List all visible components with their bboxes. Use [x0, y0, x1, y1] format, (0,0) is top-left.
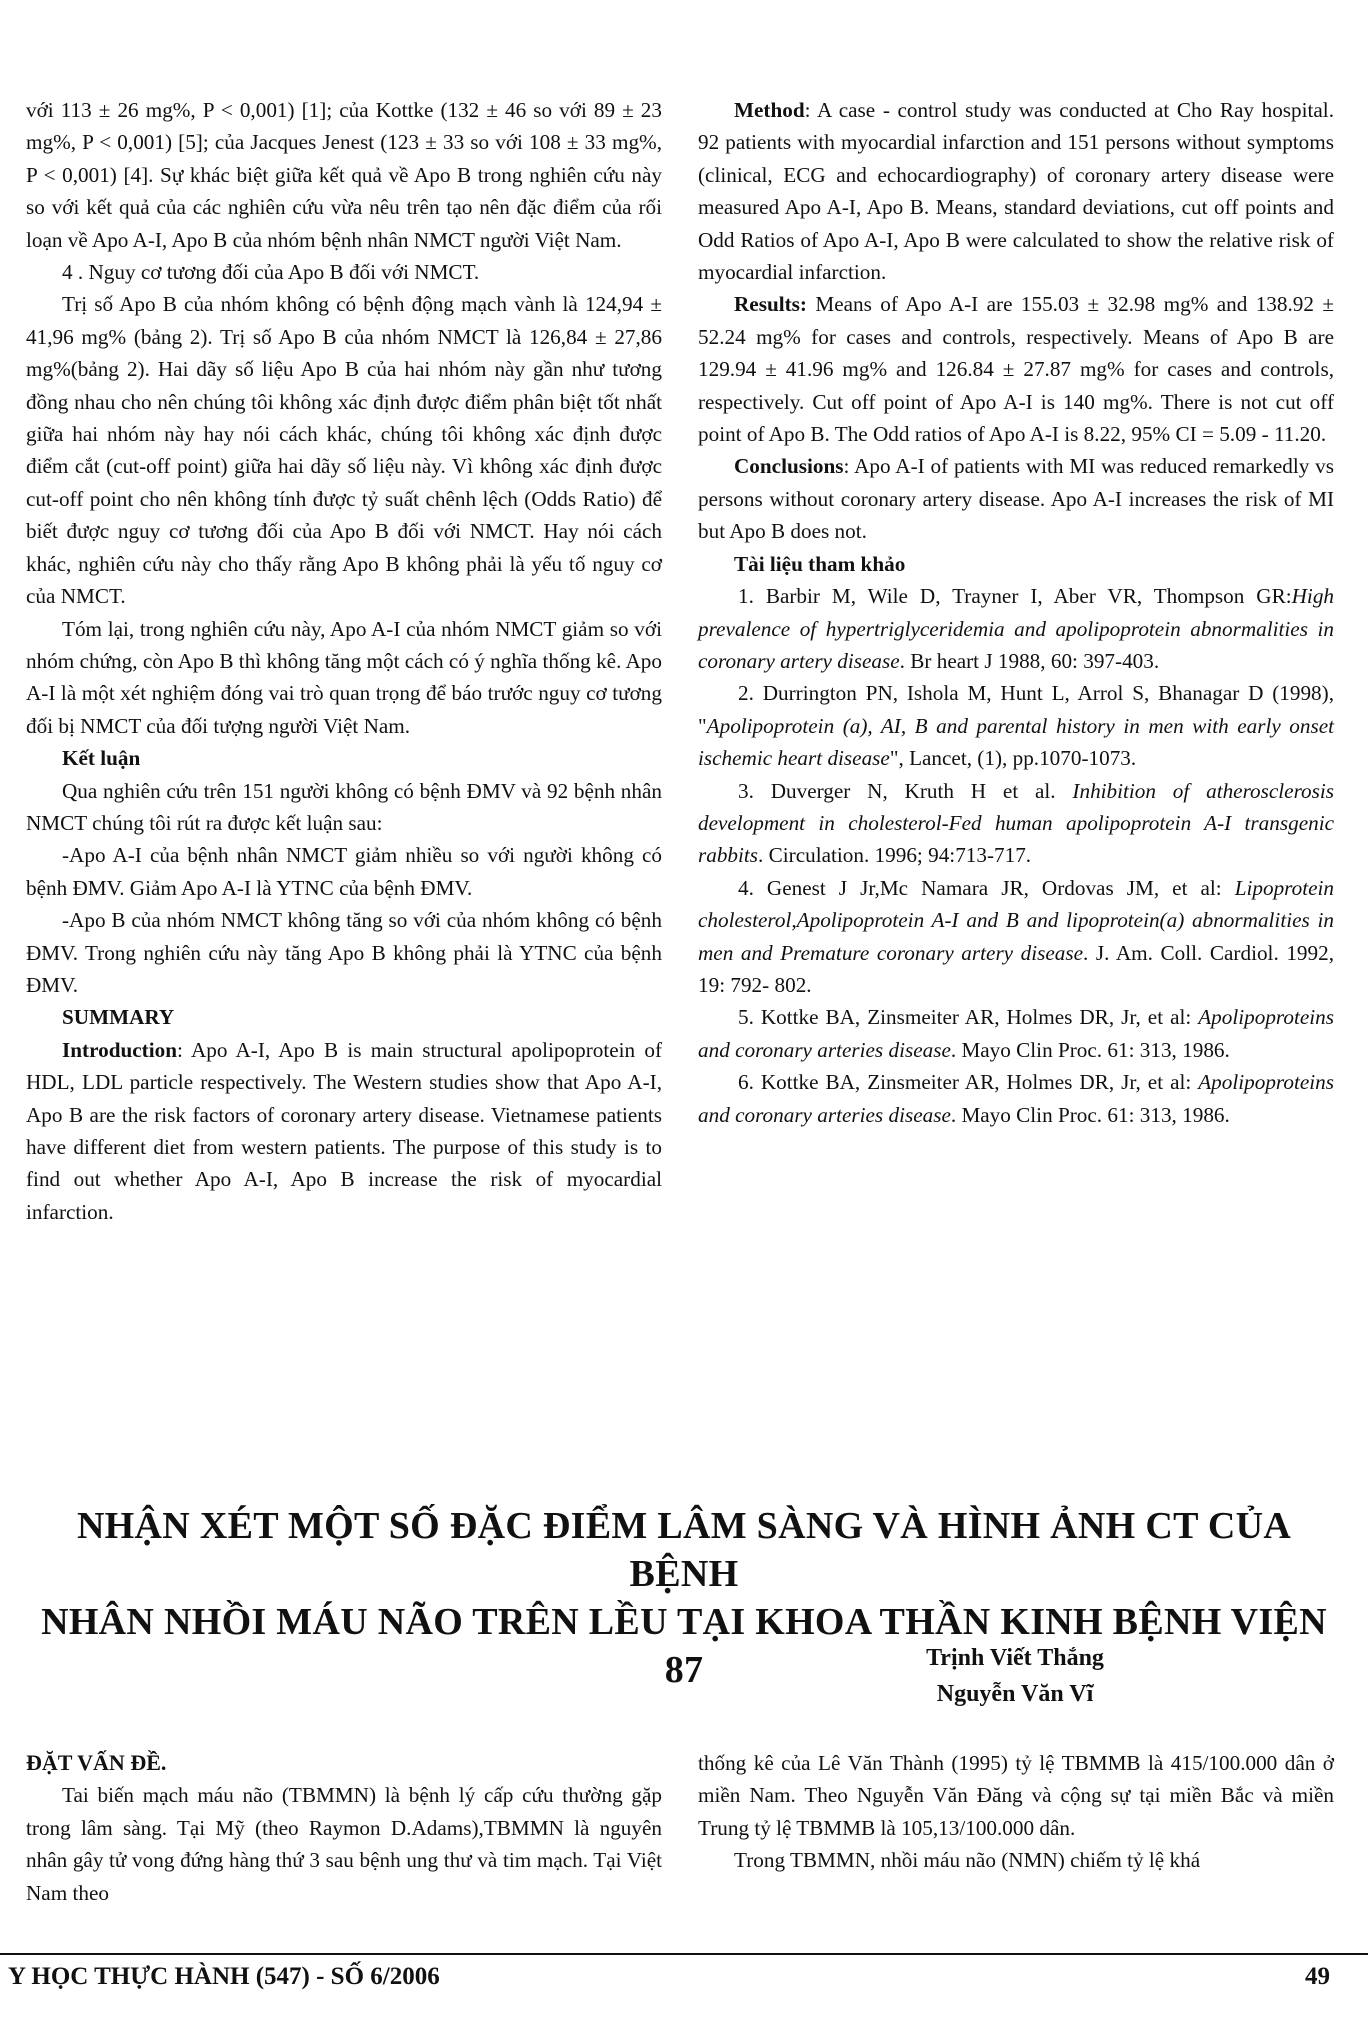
authors	[860, 1640, 1170, 1712]
references-heading: Tài liệu tham khảo	[734, 551, 906, 576]
reference-title: Apolipoproteins and coronary arteries disease	[698, 1005, 1334, 1062]
reference-title: High prevalence of hypertriglyceridemia and apolipoprotein abnormalities in coronary artery disease	[698, 584, 1334, 673]
method-paragraph	[698, 94, 1334, 288]
reference-title: Apolipoprotein (a), AI, B and parental history in men with early onset ischemic heart disease	[698, 713, 1334, 771]
reference-authors: 1. Barbir M, Wile D, Trayner I, Aber VR, Thompson GR:	[738, 584, 1292, 609]
right-column-top	[698, 94, 1334, 1131]
introduction-label: Introduction	[62, 1037, 177, 1062]
paragraph: Qua nghiên cứu trên 151 người không có bệnh ĐMV và 92 bệnh nhân NMCT chúng tôi rút ra được kết luận sau:	[26, 778, 662, 835]
conclusions-paragraph	[698, 450, 1334, 547]
reference-title: Inhibition of atherosclerosis development in cholesterol-Fed human apolipoprotein A-I transgenic rabbits	[698, 778, 1335, 868]
introduction-text: : Apo A-I, Apo B is main structural apolipoprotein of HDL, LDL particle respectively. The Western studies show that Apo A-I, Apo B are the risk factors of coronary artery disease. Vietnamese patients have different diet from western patients. The purpose of this study is to find out whether Apo A-I, Apo B increase the risk of myocardial infarction.	[26, 1037, 662, 1224]
reference-source: ", Lancet, (1), pp.1070-1073.	[889, 746, 1137, 771]
reference-source: . J. Am. Coll. Cardiol. 1992, 19: 792- 802.	[698, 940, 1334, 997]
article-title-line: NHÂN NHỒI MÁU NÃO TRÊN LỀU TẠI KHOA THẦN KINH BỆNH VIỆN 87	[41, 1601, 1327, 1691]
left-column-bottom	[26, 1747, 662, 1909]
results-text: Means of Apo A-I are 155.03 ± 32.98 mg% and 138.92 ± 52.24 mg% for cases and controls, respectively. Means of Apo B are 129.94 ± 41.96 mg% and 126.84 ± 27.87 mg% for cases and controls, respectively. Cut off point of Apo A-I is 140 mg%. There is not cut off point of Apo B. The Odd ratios of Apo A-I is 8.22, 95% CI = 5.09 - 11.20.	[698, 292, 1334, 447]
section-heading: ĐẶT VẤN ĐỀ.	[26, 1750, 167, 1775]
reference-title: Apolipoproteins and coronary arteries disease	[698, 1070, 1334, 1127]
summary-heading: SUMMARY	[62, 1005, 175, 1030]
conclusions-label: Conclusions	[734, 454, 844, 479]
reference-source: . Br heart J 1988, 60: 397-403.	[899, 648, 1160, 673]
reference-source: . Mayo Clin Proc. 61: 313, 1986.	[950, 1102, 1230, 1127]
method-label: Method	[734, 98, 805, 122]
reference-authors: 2. Durrington PN, Ishola M, Hunt L, Arrol S, Bhanagar D (1998), "	[698, 681, 1334, 738]
paragraph: Tai biến mạch máu não (TBMMN) là bệnh lý cấp cứu thường gặp trong lâm sàng. Tại Mỹ (theo Raymon D.Adams),TBMMN là nguyên nhân gây tử vong đứng hàng thứ 3 sau bệnh ung thư và tim mạch. Tại Việt Nam theo	[26, 1783, 662, 1905]
paragraph: Tóm lại, trong nghiên cứu này, Apo A-I của nhóm NMCT giảm so với nhóm chứng, còn Apo B thì không tăng một cách có ý nghĩa thống kê. Apo A-I là một xét nghiệm đóng vai trò quan trọng để báo trước nguy cơ tương đối bị NMCT của đối tượng người Việt Nam.	[26, 616, 662, 738]
reference-authors: 5. Kottke BA, Zinsmeiter AR, Holmes DR, Jr, et al:	[738, 1005, 1199, 1030]
reference-source: . Mayo Clin Proc. 61: 313, 1986.	[950, 1037, 1230, 1062]
introduction-paragraph	[26, 1034, 662, 1228]
author-name: Nguyễn Văn Vĩ	[936, 1681, 1094, 1707]
reference-item	[698, 775, 1334, 872]
left-column-top	[26, 94, 662, 1228]
page-number: 49	[1305, 1963, 1330, 1990]
method-text: : A case - control study was conducted at Cho Ray hospital. 92 patients with myocardial infarction and 151 persons without symptoms (clinical, ECG and echocardiography) of coronary artery disease were measured Apo A-I, Apo B. Means, standard deviations, cut off points and Odd Ratios of Apo A-I, Apo B were calculated to show the relative risk of myocardial infarction.	[698, 98, 1334, 285]
reference-source: . Circulation. 1996; 94:713-717.	[758, 843, 1032, 868]
journal-footer: Y HỌC THỰC HÀNH (547) - SỐ 6/2006	[8, 1963, 440, 1990]
footer-rule	[0, 1953, 1368, 1955]
reference-authors: 4. Genest J Jr,Mc Namara JR, Ordovas JM, et al:	[738, 875, 1235, 900]
reference-title: Lipoprotein cholesterol,Apolipoprotein A-I and B and lipoprotein(a) abnormalities in men and Premature coronary artery disease	[698, 875, 1334, 965]
reference-item	[698, 580, 1334, 677]
reference-item	[698, 872, 1334, 1002]
conclusion-heading: Kết luận	[62, 746, 141, 771]
paragraph: -Apo B của nhóm NMCT không tăng so với của nhóm không có bệnh ĐMV. Trong nghiên cứu này tăng Apo B không phải là YTNC của bệnh ĐMV.	[26, 908, 662, 997]
reference-item	[698, 677, 1334, 774]
paragraph: Trị số Apo B của nhóm không có bệnh động mạch vành là 124,94 ± 41,96 mg% (bảng 2). Trị số Apo B của nhóm NMCT là 126,84 ± 27,86 mg%(bảng 2). Hai dãy số liệu Apo B của hai nhóm này gần như tương đồng nhau cho nên chúng tôi không xác định được điểm phân biệt tốt nhất giữa hai nhóm này hay nói cách khác, chúng tôi không xác định được điểm cắt (cut-off point) giữa hai dãy số liệu này. Vì không xác định được cut-off point cho nên không tính được tỷ suất chênh lệch (Odds Ratio) để biết được nguy cơ tương đối của Apo B đối với NMCT. Hay nói cách khác, nghiên cứu này cho thấy rằng Apo B không phải là yếu tố nguy cơ của NMCT.	[26, 292, 662, 609]
article-title-line: NHẬN XÉT MỘT SỐ ĐẶC ĐIỂM LÂM SÀNG VÀ HÌNH ẢNH CT CỦA BỆNH	[76, 1505, 1292, 1595]
subsection-heading: 4 . Nguy cơ tương đối của Apo B đối với NMCT.	[62, 260, 480, 285]
reference-item	[698, 1066, 1334, 1131]
results-label: Results:	[734, 292, 807, 317]
paragraph: -Apo A-I của bệnh nhân NMCT giảm nhiều so với người không có bệnh ĐMV. Giảm Apo A-I là YTNC của bệnh ĐMV.	[26, 843, 662, 900]
conclusions-text: : Apo A-I of patients with MI was reduced remarkedly vs persons without coronary artery disease. Apo A-I increases the risk of MI but Apo B does not.	[698, 454, 1334, 544]
results-paragraph	[698, 288, 1334, 450]
reference-item	[698, 1001, 1334, 1066]
paragraph: với 113 ± 26 mg%, P < 0,001) [1]; của Kottke (132 ± 46 so với 89 ± 23 mg%, P < 0,001) [5]; của Jacques Jenest (123 ± 33 so với 108 ± 33 mg%, P < 0,001) [4]. Sự khác biệt giữa kết quả về Apo B trong nghiên cứu này so với kết quả của các nghiên cứu vừa nêu trên tạo nên đặc điểm của rối loạn về Apo A-I, Apo B của nhóm bệnh nhân NMCT người Việt Nam.	[26, 98, 662, 252]
author-name: Trịnh Viết Thắng	[926, 1645, 1104, 1671]
paragraph: Trong TBMMN, nhồi máu não (NMN) chiếm tỷ lệ khá	[734, 1848, 1201, 1873]
reference-authors: 3. Duverger N, Kruth H et al.	[738, 778, 1073, 803]
paragraph: thống kê của Lê Văn Thành (1995) tỷ lệ TBMMB là 415/100.000 dân ở miền Nam. Theo Nguyễn Văn Đăng và cộng sự tại miền Bắc và miền Trung tỷ lệ TBMMB là 105,13/100.000 dân.	[698, 1751, 1334, 1840]
right-column-bottom	[698, 1747, 1334, 1877]
reference-authors: 6. Kottke BA, Zinsmeiter AR, Holmes DR, Jr, et al:	[738, 1070, 1199, 1095]
